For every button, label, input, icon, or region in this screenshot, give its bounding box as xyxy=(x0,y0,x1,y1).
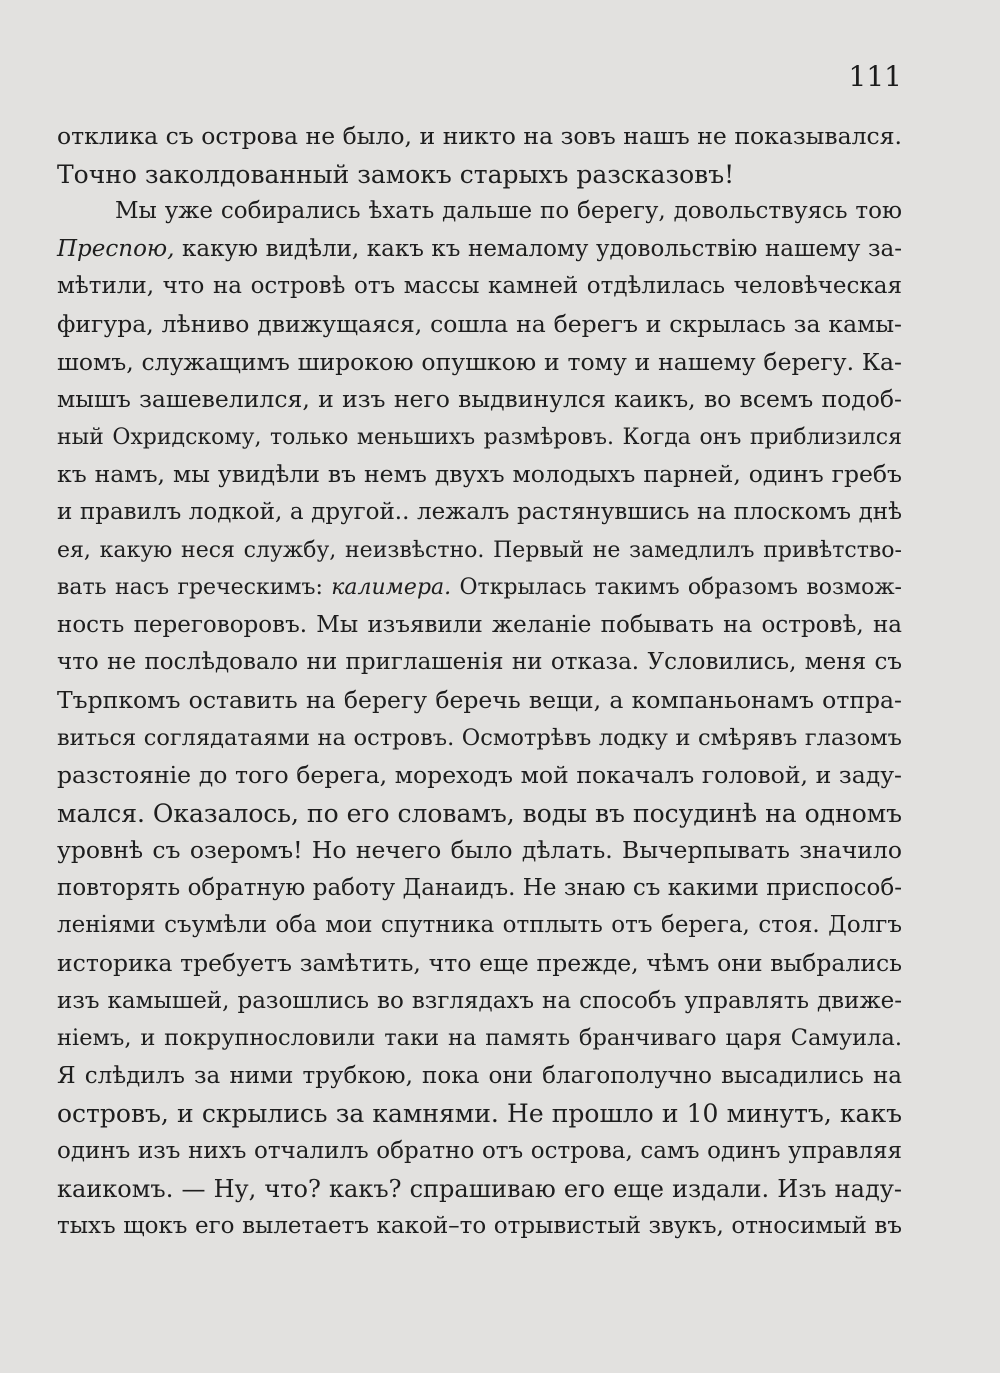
text-run: Открылась такимъ образомъ возмож- xyxy=(451,575,902,601)
text-line: леніями съумѣли оба мои спутника отплыть отъ берега, стоя. Долгъ xyxy=(57,912,902,939)
text-run: вать насъ греческимъ: xyxy=(57,575,332,601)
text-line: ніемъ, и покрупнословили таки на память бранчиваго царя Самуила. xyxy=(57,1025,902,1052)
text-run: какую видѣли, какъ къ немалому удовольствію нашему за- xyxy=(174,235,902,262)
text-line: шомъ, служащимъ широкою опушкою и тому и нашему берегу. Ка- xyxy=(57,347,902,376)
text-line: историка требуетъ замѣтить, что еще прежде, чѣмъ они выбрались xyxy=(57,949,902,978)
text-line: фигура, лѣниво движущаяся, сошла на берегъ и скрылась за камы- xyxy=(57,309,902,338)
text-line: островъ, и скрылись за камнями. Не прошло и 10 минутъ, какъ xyxy=(57,1099,902,1129)
italic-term: калимера. xyxy=(331,575,452,601)
text-line: и правилъ лодкой, а другой.. лежалъ растянувшись на плоскомъ днѣ xyxy=(57,498,902,525)
text-line: ея, какую неся службу, неизвѣстно. Первый не замедлилъ привѣтство- xyxy=(57,537,902,563)
text-line: мѣтили, что на островѣ отъ массы камней отдѣлилась человѣческая xyxy=(57,273,902,300)
text-line: Я слѣдилъ за ними трубкою, пока они благополучно высадились на xyxy=(57,1062,902,1089)
text-line: виться соглядатаями на островъ. Осмотрѣвъ лодку и смѣрявъ глазомъ xyxy=(57,724,902,751)
text-line: разстояніе до того берега, мореходъ мой покачалъ головой, и заду- xyxy=(57,761,902,790)
text-line xyxy=(57,231,902,269)
italic-term: Преспою, xyxy=(57,235,175,262)
text-line: Търпкомъ оставить на берегу беречь вещи, а компаньонамъ отпра- xyxy=(57,685,902,714)
page-number: 111 xyxy=(848,60,902,93)
text-line: мышъ зашевелился, и изъ него выдвинулся каикъ, во всемъ подоб- xyxy=(57,385,902,414)
text-line: тыхъ щокъ его вылетаетъ какой–то отрывистый звукъ, относимый въ xyxy=(57,1213,902,1240)
text-line: повторять обратную работу Данаидъ. Не знаю съ какими приспособ- xyxy=(57,874,902,901)
text-line: къ намъ, мы увидѣли въ немъ двухъ молодыхъ парней, одинъ гребъ xyxy=(57,460,902,489)
text-line: отклика съ острова не было, и никто на зовъ нашъ не показывался. xyxy=(57,122,902,150)
text-line: Точно заколдованный замокъ старыхъ разсказовъ! xyxy=(57,159,735,189)
text-line: мался. Оказалось, по его словамъ, воды въ посудинѣ на одномъ xyxy=(57,798,903,828)
text-line: одинъ изъ нихъ отчалилъ обратно отъ острова, самъ одинъ управляя xyxy=(57,1138,902,1165)
text-line: уровнѣ съ озеромъ! Но нечего было дѣлать. Вычерпывать значило xyxy=(57,836,902,865)
text-line: ность переговоровъ. Мы изъявили желаніе побывать на островѣ, на xyxy=(57,611,902,638)
body-text xyxy=(57,118,902,1246)
text-line: каикомъ. — Ну, что? какъ? спрашиваю его еще издали. Изъ наду- xyxy=(57,1174,902,1203)
text-line: Мы уже собирались ѣхать дальше по берегу, довольствуясь тою xyxy=(115,198,902,225)
text-line: ный Охридскому, только меньшихъ размѣровъ. Когда онъ приблизился xyxy=(57,424,902,450)
text-line: изъ камышей, разошлись во взглядахъ на способъ управлять движе- xyxy=(57,987,902,1014)
text-line xyxy=(57,569,902,607)
text-line: что не послѣдовало ни приглашенія ни отказа. Условились, меня съ xyxy=(57,649,902,676)
